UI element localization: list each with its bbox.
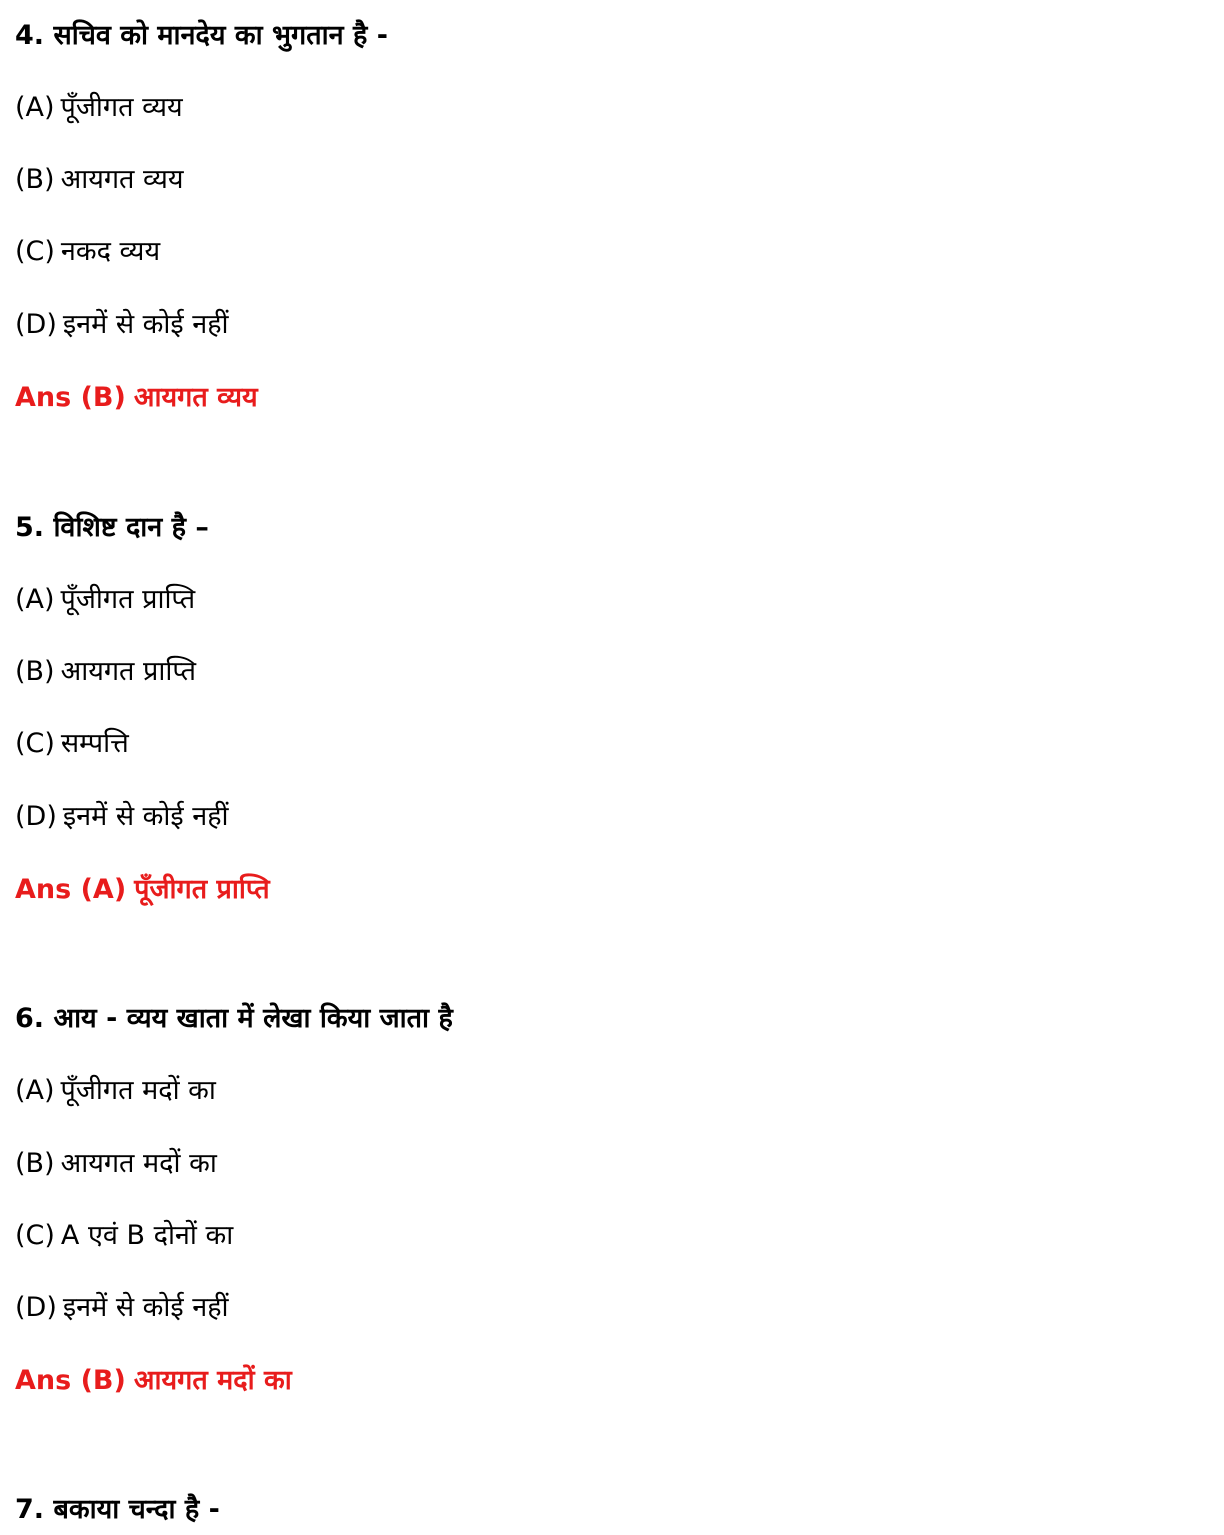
- option-label: (C): [15, 728, 55, 759]
- question-5-answer: [15, 870, 270, 910]
- question-4-text: 4. सचिव को मानदेय का भुगतान है -: [15, 20, 388, 51]
- answer-label: Ans (B): [15, 1365, 126, 1396]
- question-5-text: 5. विशिष्ट दान है –: [15, 512, 209, 543]
- option-text: इनमें से कोई नहीं: [62, 309, 229, 340]
- question-4-option-c: [15, 232, 160, 272]
- question-6-option-b: [15, 1144, 217, 1184]
- question-6-text: 6. आय - व्यय खाता में लेखा किया जाता है: [15, 1003, 453, 1034]
- answer-text: आयगत व्यय: [133, 382, 258, 413]
- question-6-answer: [15, 1361, 292, 1401]
- question-5-option-a: [15, 580, 195, 620]
- question-4-option-b: [15, 160, 184, 200]
- option-label: (D): [15, 801, 57, 832]
- option-label: (B): [15, 1148, 55, 1179]
- option-label: (D): [15, 1292, 57, 1323]
- option-text: इनमें से कोई नहीं: [62, 801, 229, 832]
- question-4-option-a: [15, 88, 183, 128]
- option-label: (C): [15, 236, 55, 267]
- question-5-option-c: [15, 724, 129, 764]
- option-text: पूँजीगत व्यय: [60, 92, 183, 123]
- option-text: पूँजीगत मदों का: [60, 1075, 216, 1106]
- option-label: (A): [15, 92, 55, 123]
- answer-label: Ans (B): [15, 382, 126, 413]
- question-6-option-c: [15, 1216, 233, 1256]
- option-label: (A): [15, 1075, 55, 1106]
- question-5-option-d: [15, 797, 229, 837]
- option-text: आयगत व्यय: [60, 164, 184, 195]
- question-5-option-b: [15, 652, 196, 692]
- option-text: नकद व्यय: [60, 236, 161, 267]
- question-6-option-d: [15, 1288, 229, 1328]
- option-text: A एवं B दोनों का: [60, 1220, 234, 1251]
- question-7-text: 7. बकाया चन्दा है -: [15, 1494, 220, 1525]
- answer-text: आयगत मदों का: [133, 1365, 292, 1396]
- question-4-answer: [15, 378, 258, 418]
- question-6-option-a: [15, 1071, 216, 1111]
- option-text: आयगत मदों का: [60, 1148, 217, 1179]
- answer-text: पूँजीगत प्राप्ति: [134, 874, 270, 905]
- option-label: (A): [15, 584, 55, 615]
- option-label: (D): [15, 309, 57, 340]
- option-label: (C): [15, 1220, 55, 1251]
- option-label: (B): [15, 656, 55, 687]
- question-4-option-d: [15, 305, 229, 345]
- option-text: पूँजीगत प्राप्ति: [60, 584, 196, 615]
- option-text: आयगत प्राप्ति: [60, 656, 197, 687]
- answer-label: Ans (A): [15, 874, 127, 905]
- option-label: (B): [15, 164, 55, 195]
- option-text: सम्पत्ति: [60, 728, 129, 759]
- option-text: इनमें से कोई नहीं: [62, 1292, 229, 1323]
